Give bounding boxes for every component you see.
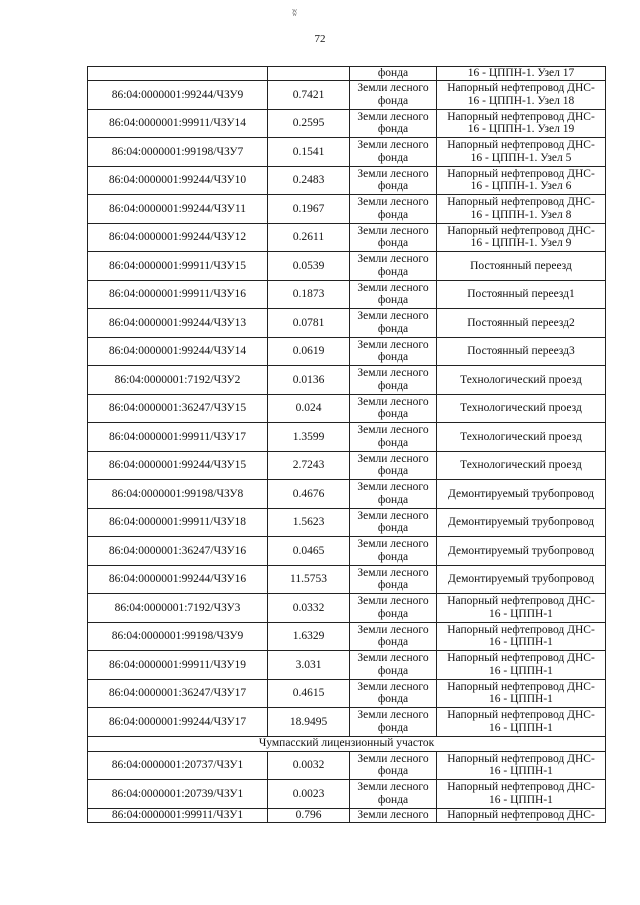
- land-category-cell: Земли лесного: [350, 808, 437, 822]
- cell-line: Напорный нефтепровод ДНС-: [447, 139, 595, 152]
- cell-line: Земли лесного: [357, 338, 429, 351]
- cadastral-number-cell: 86:04:0000001:99911/ЧЗУ17: [88, 423, 268, 452]
- cell-line: фонда: [377, 522, 409, 535]
- cell-line: Напорный нефтепровод ДНС-: [447, 709, 595, 722]
- cell-line: Напорный нефтепровод ДНС-: [447, 595, 595, 608]
- cadastral-number-cell: 86:04:0000001:99244/ЧЗУ15: [88, 451, 268, 480]
- area-cell: 0.024: [268, 394, 350, 423]
- permitted-use-cell: [437, 280, 606, 309]
- cadastral-number-cell: 86:04:0000001:99198/ЧЗУ8: [88, 480, 268, 509]
- land-category-cell: [350, 480, 437, 509]
- cell-line: Технологический проезд: [460, 430, 582, 443]
- permitted-use-cell: [437, 594, 606, 623]
- area-cell: 0.0465: [268, 537, 350, 566]
- permitted-use-cell: [437, 708, 606, 737]
- cell-line: Напорный нефтепровод ДНС-: [447, 623, 595, 636]
- cadastral-number-cell: 86:04:0000001:99198/ЧЗУ7: [88, 138, 268, 167]
- page-number: 72: [314, 33, 326, 45]
- section-title: Чумпасский лицензионный участок: [88, 736, 606, 751]
- area-cell: 2.7243: [268, 451, 350, 480]
- cell-line: Земли лесного: [357, 139, 429, 152]
- cadastral-number-cell: 86:04:0000001:99244/ЧЗУ11: [88, 195, 268, 224]
- cadastral-number-cell: 86:04:0000001:20737/ЧЗУ1: [88, 751, 268, 780]
- cadastral-number-cell: 86:04:0000001:7192/ЧЗУ3: [88, 594, 268, 623]
- cell-line: Технологический проезд: [460, 459, 582, 471]
- cell-line: фонда: [377, 636, 409, 649]
- table-row: [88, 451, 606, 480]
- permitted-use-cell: [437, 81, 606, 110]
- area-cell: 0.2483: [268, 166, 350, 195]
- cell-line: Демонтируемый трубопровод: [447, 544, 595, 557]
- cadastral-number-cell: 86:04:0000001:99244/ЧЗУ13: [88, 309, 268, 338]
- cell-line: фонда: [377, 579, 409, 592]
- table-row: [88, 751, 606, 780]
- permitted-use-cell: [437, 252, 606, 281]
- cell-line: фонда: [377, 765, 409, 778]
- cell-line: фонда: [377, 208, 409, 221]
- table-row: [88, 679, 606, 708]
- cell-line: Земли лесного: [357, 310, 429, 323]
- cell-line: Земли лесного: [357, 110, 429, 123]
- permitted-use-cell: [437, 166, 606, 195]
- cell-line: Напорный нефтепровод ДНС-: [447, 110, 595, 123]
- area-cell: 0.1873: [268, 280, 350, 309]
- permitted-use-cell: [437, 537, 606, 566]
- cell-line: Земли лесного: [357, 452, 429, 465]
- cell-line: Напорный нефтепровод ДНС-: [447, 167, 595, 180]
- table-row: [88, 223, 606, 252]
- area-cell: 11.5753: [268, 565, 350, 594]
- cell-line: 16 - ЦППН-1. Узел 8: [470, 208, 572, 221]
- permitted-use-cell: [437, 223, 606, 252]
- land-category-cell: [350, 508, 437, 537]
- cadastral-number-cell: 86:04:0000001:99198/ЧЗУ9: [88, 622, 268, 651]
- cell-line: Напорный нефтепровод ДНС-: [447, 224, 595, 237]
- land-category-cell: [350, 195, 437, 224]
- land-category-cell: фонда: [350, 67, 437, 81]
- table-row-continuation: [88, 67, 606, 81]
- table-row: [88, 309, 606, 338]
- cell-line: Земли лесного: [357, 367, 429, 380]
- area-cell: 1.6329: [268, 622, 350, 651]
- cell-line: фонда: [377, 379, 409, 392]
- cadastral-number-cell: 86:04:0000001:99911/ЧЗУ18: [88, 508, 268, 537]
- cell-line: Земли лесного: [357, 281, 429, 294]
- cell-line: Земли лесного: [357, 424, 429, 437]
- cadastral-number-cell: 86:04:0000001:99911/ЧЗУ16: [88, 280, 268, 309]
- table-row: [88, 708, 606, 737]
- land-category-cell: [350, 223, 437, 252]
- land-category-cell: [350, 780, 437, 809]
- area-cell: [268, 67, 350, 81]
- permitted-use-cell: [437, 423, 606, 452]
- cell-line: Земли лесного: [357, 481, 429, 494]
- table-row: [88, 508, 606, 537]
- table-row: [88, 423, 606, 452]
- cell-line: Напорный нефтепровод ДНС-: [447, 82, 595, 95]
- land-category-cell: [350, 280, 437, 309]
- land-category-cell: [350, 366, 437, 395]
- table-row: [88, 138, 606, 167]
- area-cell: 0.0136: [268, 366, 350, 395]
- cadastral-number-cell: 86:04:0000001:99911/ЧЗУ1: [88, 808, 268, 822]
- table-row: [88, 252, 606, 281]
- cadastral-number-cell: 86:04:0000001:99244/ЧЗУ17: [88, 708, 268, 737]
- cell-line: 16 - ЦППН-1: [489, 636, 553, 649]
- area-cell: 0.2595: [268, 109, 350, 138]
- section-header-row: [88, 736, 606, 751]
- cell-line: Земли лесного: [357, 538, 429, 551]
- cell-line: фонда: [377, 408, 409, 421]
- land-category-cell: [350, 252, 437, 281]
- permitted-use-cell: [437, 138, 606, 167]
- cell-line: Земли лесного: [357, 752, 429, 765]
- permitted-use-cell: [437, 309, 606, 338]
- cell-line: 16 - ЦППН-1: [489, 765, 553, 778]
- permitted-use-cell: [437, 508, 606, 537]
- area-cell: 0.0032: [268, 751, 350, 780]
- table-row: [88, 195, 606, 224]
- cadastral-number-cell: 86:04:0000001:99911/ЧЗУ19: [88, 651, 268, 680]
- cell-line: фонда: [377, 607, 409, 620]
- cell-line: фонда: [377, 94, 409, 107]
- cadastral-number-cell: 86:04:0000001:20739/ЧЗУ1: [88, 780, 268, 809]
- land-category-cell: [350, 622, 437, 651]
- permitted-use-cell: Напорный нефтепровод ДНС-: [437, 808, 606, 822]
- cell-line: Земли лесного: [357, 395, 429, 408]
- permitted-use-cell: 16 - ЦППН-1. Узел 17: [437, 67, 606, 81]
- table-row: [88, 166, 606, 195]
- cell-line: Земли лесного: [357, 781, 429, 794]
- permitted-use-cell: [437, 679, 606, 708]
- land-plots-table: [87, 66, 606, 823]
- cell-line: фонда: [377, 265, 409, 278]
- table-row: [88, 337, 606, 366]
- cell-line: фонда: [377, 721, 409, 734]
- cell-line: фонда: [377, 550, 409, 563]
- cell-line: 16 - ЦППН-1: [489, 793, 553, 806]
- cell-line: Постоянный переезд: [470, 259, 572, 272]
- table-row-truncated: [88, 808, 606, 822]
- cell-line: 16 - ЦППН-1. Узел 9: [470, 237, 572, 250]
- cell-line: Демонтируемый трубопровод: [447, 487, 595, 500]
- land-category-cell: [350, 751, 437, 780]
- land-category-cell: [350, 138, 437, 167]
- table-row: [88, 780, 606, 809]
- cell-line: Земли лесного: [357, 82, 429, 95]
- cell-line: фонда: [377, 294, 409, 307]
- permitted-use-cell: [437, 651, 606, 680]
- area-cell: 0.0781: [268, 309, 350, 338]
- cadastral-number-cell: 86:04:0000001:36247/ЧЗУ15: [88, 394, 268, 423]
- cell-line: Земли лесного: [357, 224, 429, 237]
- cell-line: Постоянный переезд1: [467, 288, 575, 300]
- cadastral-number-cell: 86:04:0000001:99244/ЧЗУ9: [88, 81, 268, 110]
- cell-line: Напорный нефтепровод ДНС-: [447, 652, 595, 665]
- permitted-use-cell: [437, 109, 606, 138]
- cell-line: 16 - ЦППН-1. Узел 5: [470, 151, 572, 164]
- table-row: [88, 480, 606, 509]
- table-row: [88, 280, 606, 309]
- cell-line: Земли лесного: [357, 167, 429, 180]
- cadastral-number-cell: 86:04:0000001:99244/ЧЗУ16: [88, 565, 268, 594]
- permitted-use-cell: [437, 394, 606, 423]
- area-cell: 0.1541: [268, 138, 350, 167]
- cadastral-number-cell: 86:04:0000001:36247/ЧЗУ17: [88, 679, 268, 708]
- cell-line: 16 - ЦППН-1. Узел 6: [470, 180, 572, 193]
- cell-line: фонда: [377, 237, 409, 250]
- land-category-cell: [350, 565, 437, 594]
- cell-line: фонда: [377, 151, 409, 164]
- area-cell: 0.2611: [268, 223, 350, 252]
- land-category-cell: [350, 537, 437, 566]
- area-cell: 18.9495: [268, 708, 350, 737]
- cell-line: Демонтируемый трубопровод: [447, 573, 595, 585]
- cell-line: Постоянный переезд2: [467, 316, 575, 329]
- area-cell: 0.796: [268, 808, 350, 822]
- cell-line: Земли лесного: [357, 680, 429, 693]
- cadastral-number-cell: 86:04:0000001:99244/ЧЗУ10: [88, 166, 268, 195]
- land-category-cell: [350, 394, 437, 423]
- land-category-cell: [350, 594, 437, 623]
- cell-line: Земли лесного: [357, 253, 429, 266]
- table-row: [88, 537, 606, 566]
- table-row: [88, 651, 606, 680]
- permitted-use-cell: [437, 622, 606, 651]
- permitted-use-cell: [437, 337, 606, 366]
- cell-line: Земли лесного: [357, 623, 429, 636]
- land-category-cell: [350, 423, 437, 452]
- table-row: [88, 565, 606, 594]
- land-category-cell: [350, 309, 437, 338]
- cell-line: Постоянный переезд3: [467, 345, 575, 357]
- area-cell: 0.1967: [268, 195, 350, 224]
- land-category-cell: [350, 109, 437, 138]
- area-cell: 0.4676: [268, 480, 350, 509]
- area-cell: 0.0539: [268, 252, 350, 281]
- cell-line: фонда: [377, 322, 409, 335]
- land-category-cell: [350, 708, 437, 737]
- table-row: [88, 109, 606, 138]
- cadastral-number-cell: 86:04:0000001:99911/ЧЗУ15: [88, 252, 268, 281]
- table-row: [88, 81, 606, 110]
- permitted-use-cell: [437, 780, 606, 809]
- cadastral-number-cell: [88, 67, 268, 81]
- cell-line: фонда: [377, 465, 409, 478]
- permitted-use-cell: [437, 451, 606, 480]
- cell-line: 16 - ЦППН-1. Узел 19: [467, 123, 575, 136]
- cell-line: фонда: [377, 493, 409, 506]
- cell-line: Технологический проезд: [460, 373, 582, 386]
- area-cell: 0.0619: [268, 337, 350, 366]
- permitted-use-cell: [437, 480, 606, 509]
- cell-line: Земли лесного: [357, 509, 429, 522]
- cadastral-number-cell: 86:04:0000001:99244/ЧЗУ14: [88, 337, 268, 366]
- cell-line: фонда: [377, 664, 409, 677]
- cell-line: Технологический проезд: [460, 402, 582, 414]
- cell-line: 16 - ЦППН-1. Узел 18: [467, 94, 575, 107]
- cell-line: фонда: [377, 123, 409, 136]
- cadastral-number-cell: 86:04:0000001:7192/ЧЗУ2: [88, 366, 268, 395]
- cell-line: Земли лесного: [357, 595, 429, 608]
- cadastral-number-cell: 86:04:0000001:36247/ЧЗУ16: [88, 537, 268, 566]
- cell-line: 16 - ЦППН-1: [489, 721, 553, 734]
- cell-line: фонда: [377, 351, 409, 364]
- cell-line: 16 - ЦППН-1: [489, 664, 553, 677]
- cell-line: Напорный нефтепровод ДНС-: [447, 752, 595, 765]
- cell-line: Земли лесного: [357, 709, 429, 722]
- cell-line: фонда: [377, 793, 409, 806]
- cell-line: Земли лесного: [357, 652, 429, 665]
- permitted-use-cell: [437, 751, 606, 780]
- cell-line: фонда: [377, 180, 409, 193]
- area-cell: 3.031: [268, 651, 350, 680]
- land-category-cell: [350, 651, 437, 680]
- cell-line: Демонтируемый трубопровод: [447, 516, 595, 528]
- cell-line: Напорный нефтепровод ДНС-: [447, 196, 595, 209]
- cadastral-number-cell: 86:04:0000001:99244/ЧЗУ12: [88, 223, 268, 252]
- permitted-use-cell: [437, 565, 606, 594]
- area-cell: 0.0023: [268, 780, 350, 809]
- cell-line: Земли лесного: [357, 196, 429, 209]
- area-cell: 0.4615: [268, 679, 350, 708]
- table-row: [88, 622, 606, 651]
- cell-line: 16 - ЦППН-1: [489, 607, 553, 620]
- cell-line: фонда: [377, 436, 409, 449]
- permitted-use-cell: [437, 366, 606, 395]
- area-cell: 1.3599: [268, 423, 350, 452]
- cell-line: Напорный нефтепровод ДНС-: [447, 680, 595, 693]
- table-row: [88, 594, 606, 623]
- table-body: [88, 67, 606, 823]
- permitted-use-cell: [437, 195, 606, 224]
- table-row: [88, 366, 606, 395]
- land-category-cell: [350, 337, 437, 366]
- scan-artifact-mark: ʬ: [292, 8, 298, 19]
- cell-line: 16 - ЦППН-1: [489, 693, 553, 706]
- area-cell: 1.5623: [268, 508, 350, 537]
- area-cell: 0.7421: [268, 81, 350, 110]
- land-category-cell: [350, 81, 437, 110]
- area-cell: 0.0332: [268, 594, 350, 623]
- land-category-cell: [350, 679, 437, 708]
- cell-line: фонда: [377, 693, 409, 706]
- cadastral-number-cell: 86:04:0000001:99911/ЧЗУ14: [88, 109, 268, 138]
- table-row: [88, 394, 606, 423]
- cell-line: Напорный нефтепровод ДНС-: [447, 781, 595, 794]
- cell-line: Земли лесного: [357, 566, 429, 579]
- land-category-cell: [350, 451, 437, 480]
- land-category-cell: [350, 166, 437, 195]
